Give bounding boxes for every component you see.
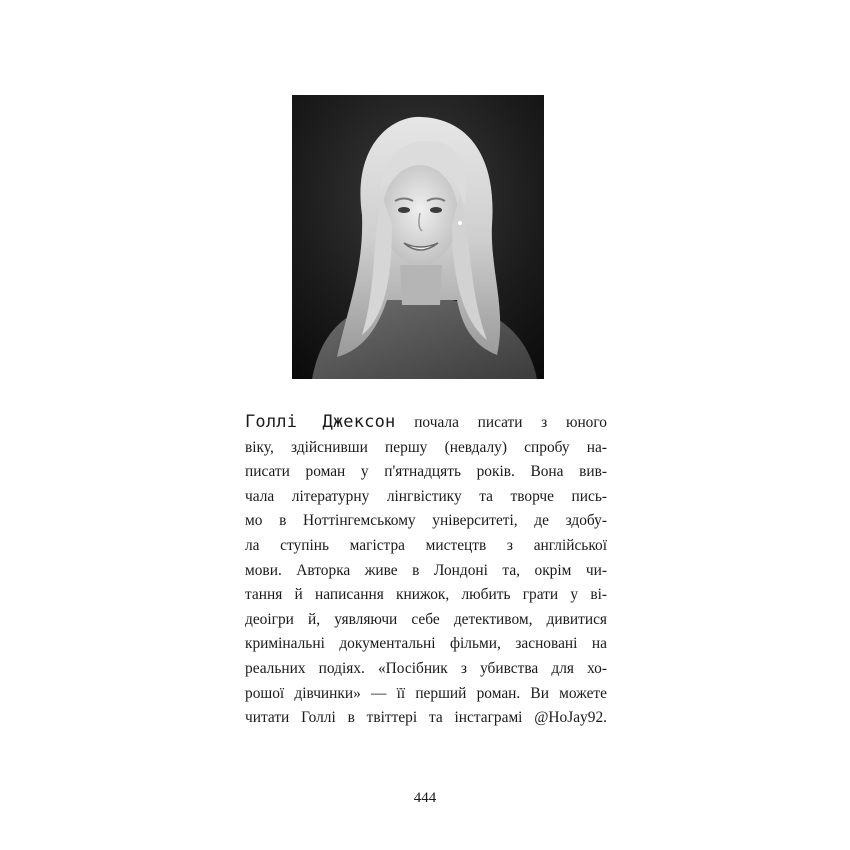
bio-line: деоігри й, уявляючи себе детективом, дивитися	[245, 610, 607, 628]
author-photo	[292, 95, 544, 379]
bio-line: ла ступінь магістра мистецтв з англійської	[245, 536, 607, 554]
bio-line: мови. Авторка живе в Лондоні та, окрім чи-	[245, 561, 607, 579]
bio-line: тання й написання книжок, любить грати у ві-	[245, 586, 607, 604]
bio-line: читати Голлі в твіттері та інстаграмі @HoJay92.	[245, 709, 607, 727]
bio-line: чала літературну лінгвістику та творче пись-	[245, 487, 607, 505]
bio-line: віку, здійснивши першу (невдалу) спробу на-	[245, 438, 607, 456]
bio-line: рошої дівчинки» — її перший роман. Ви можете	[245, 684, 607, 702]
bio-line: мо в Ноттінгемському університеті, де здобу-	[245, 512, 607, 530]
bio-line: Голлі Джексон почала писати з юного	[245, 412, 607, 432]
bio-line: писати роман у п'ятнадцять років. Вона вив-	[245, 463, 607, 481]
page-number: 444	[413, 790, 437, 806]
author-bio	[245, 410, 607, 731]
author-name: Голлі Джексон	[245, 412, 396, 432]
bio-line: реальних подіях. «Посібник з убивства для хо-	[245, 659, 607, 677]
bio-line: кримінальні документальні фільми, засновані на	[245, 635, 607, 653]
